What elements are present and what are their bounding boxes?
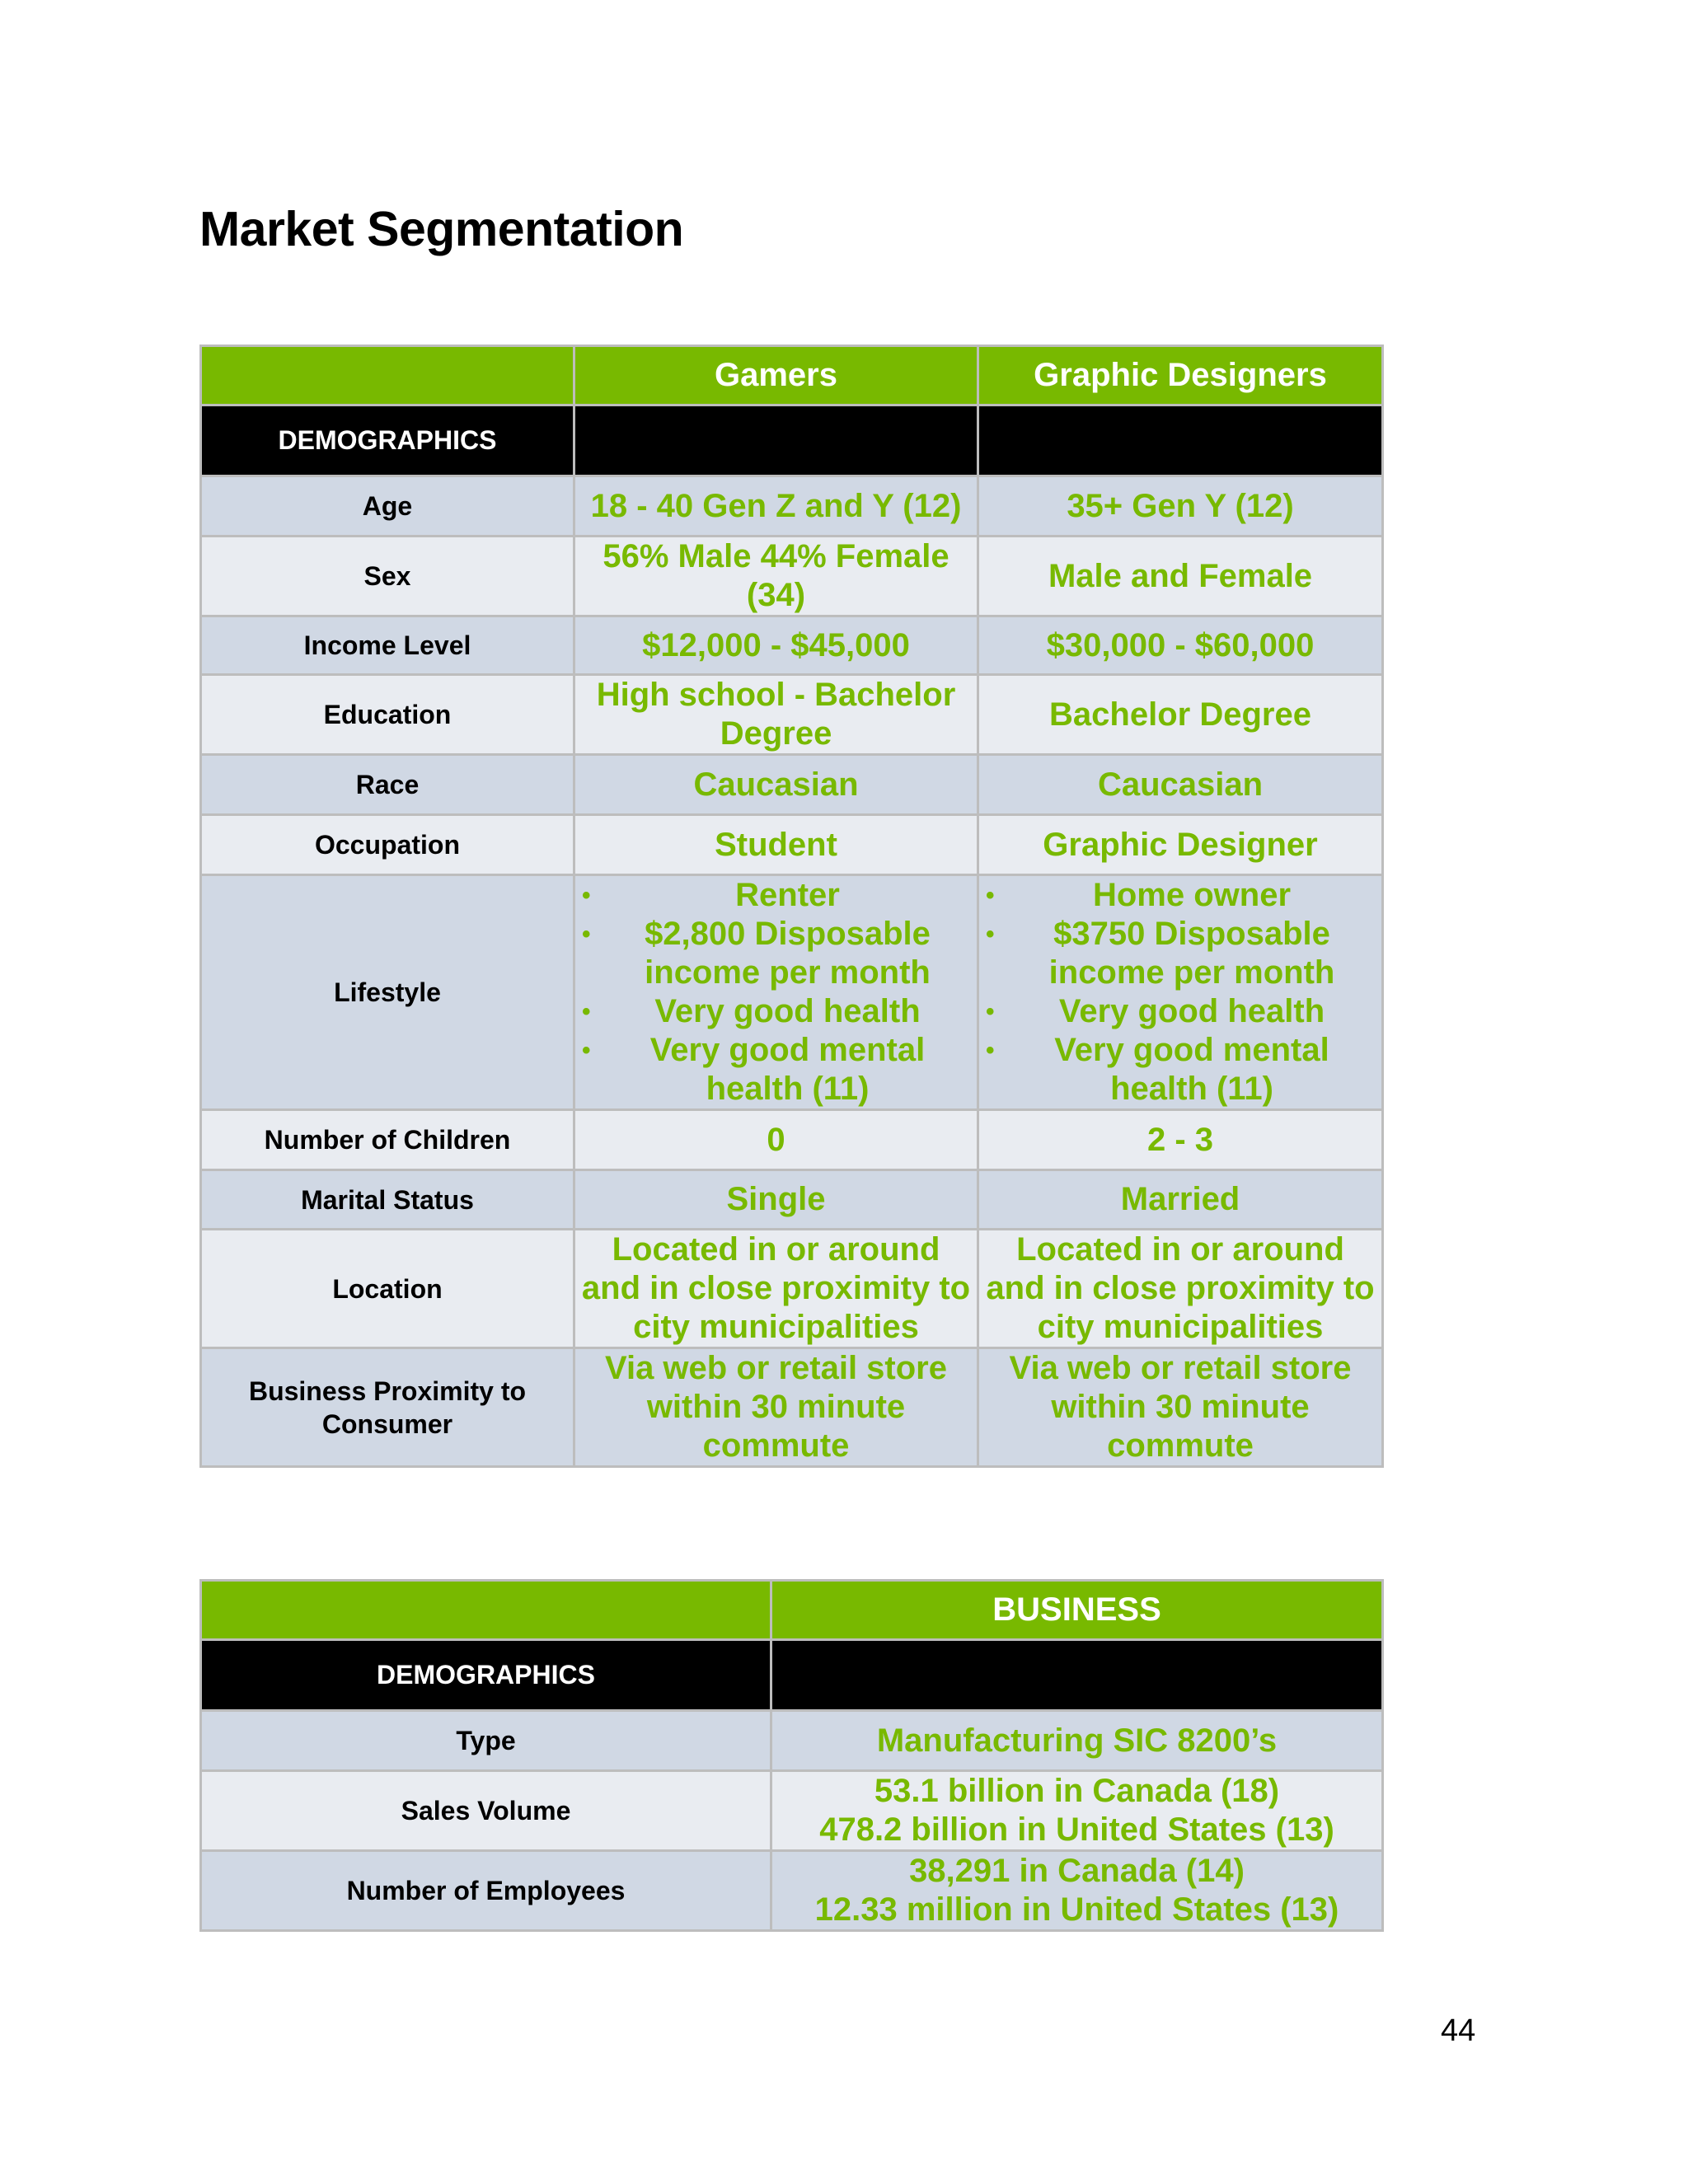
gamers-value: 0 <box>574 1110 978 1170</box>
table-row-race <box>201 755 1383 815</box>
designers-value: Located in or around and in close proximity to city municipalities <box>978 1230 1383 1348</box>
designers-value: $30,000 - $60,000 <box>978 616 1383 675</box>
gamers-value: 18 - 40 Gen Z and Y (12) <box>574 476 978 537</box>
page-number: 44 <box>1441 2013 1476 2048</box>
row-label: Sales Volume <box>201 1771 771 1851</box>
value-line: 478.2 billion in United States (13) <box>819 1811 1334 1848</box>
table-row-marital <box>201 1170 1383 1230</box>
table-header-row <box>201 346 1383 405</box>
table-row-children <box>201 1110 1383 1170</box>
header-gamers: Gamers <box>574 346 978 405</box>
gamers-value: 56% Male 44% Female (34) <box>574 537 978 616</box>
lifestyle-list <box>984 876 1376 1108</box>
row-label: Education <box>201 675 574 755</box>
designers-value: Bachelor Degree <box>978 675 1383 755</box>
lifestyle-list <box>580 876 972 1108</box>
section-empty-cell <box>574 405 978 476</box>
list-item: • Very good health <box>984 992 1376 1031</box>
designers-value: Male and Female <box>978 537 1383 616</box>
list-item: • $3750 Disposable income per month <box>984 915 1376 992</box>
table-header-row <box>201 1581 1383 1640</box>
row-label: Occupation <box>201 815 574 875</box>
row-label: Marital Status <box>201 1170 574 1230</box>
list-item: • $2,800 Disposable income per month <box>580 915 972 992</box>
gamers-value: Via web or retail store within 30 minute commute <box>574 1348 978 1467</box>
value-line: 38,291 in Canada (14) <box>909 1853 1245 1889</box>
section-row <box>201 1640 1383 1711</box>
designers-value: 35+ Gen Y (12) <box>978 476 1383 537</box>
gamers-value: Single <box>574 1170 978 1230</box>
gamers-lifestyle <box>574 875 978 1110</box>
designers-lifestyle <box>978 875 1383 1110</box>
row-label: Number of Employees <box>201 1851 771 1931</box>
section-empty-cell <box>771 1640 1383 1711</box>
table-row-sales-volume <box>201 1771 1383 1851</box>
header-empty-cell <box>201 1581 771 1640</box>
gamers-value: Student <box>574 815 978 875</box>
row-label: Age <box>201 476 574 537</box>
header-business: BUSINESS <box>771 1581 1383 1640</box>
list-item: • Home owner <box>984 876 1376 915</box>
gamers-value: Caucasian <box>574 755 978 815</box>
page-title: Market Segmentation <box>199 202 684 256</box>
table-row-type <box>201 1711 1383 1771</box>
table-row-age <box>201 476 1383 537</box>
section-label: DEMOGRAPHICS <box>201 1640 771 1711</box>
designers-value: 2 - 3 <box>978 1110 1383 1170</box>
designers-value: Married <box>978 1170 1383 1230</box>
row-label: Location <box>201 1230 574 1348</box>
header-empty-cell <box>201 346 574 405</box>
table-row-location <box>201 1230 1383 1348</box>
table-row-education <box>201 675 1383 755</box>
list-item: • Very good health <box>580 992 972 1031</box>
consumer-segmentation-table <box>199 344 1384 1468</box>
table-row-lifestyle <box>201 875 1383 1110</box>
table-row-income <box>201 616 1383 675</box>
gamers-value: High school - Bachelor Degree <box>574 675 978 755</box>
row-label: Race <box>201 755 574 815</box>
business-value: Manufacturing SIC 8200’s <box>771 1711 1383 1771</box>
value-line: 53.1 billion in Canada (18) <box>874 1773 1280 1809</box>
table-row-business-proximity <box>201 1348 1383 1467</box>
value-line: 12.33 million in United States (13) <box>814 1891 1339 1928</box>
row-label: Number of Children <box>201 1110 574 1170</box>
gamers-value: $12,000 - $45,000 <box>574 616 978 675</box>
designers-value: Caucasian <box>978 755 1383 815</box>
gamers-value: Located in or around and in close proximity to city municipalities <box>574 1230 978 1348</box>
business-value <box>771 1771 1383 1851</box>
row-label: Lifestyle <box>201 875 574 1110</box>
row-label: Business Proximity to Consumer <box>201 1348 574 1467</box>
business-value <box>771 1851 1383 1931</box>
list-item: • Very good mental health (11) <box>580 1031 972 1108</box>
row-label: Sex <box>201 537 574 616</box>
row-label: Type <box>201 1711 771 1771</box>
list-item: • Renter <box>580 876 972 915</box>
section-label: DEMOGRAPHICS <box>201 405 574 476</box>
designers-value: Via web or retail store within 30 minute commute <box>978 1348 1383 1467</box>
business-segmentation-table <box>199 1579 1384 1932</box>
list-item: • Very good mental health (11) <box>984 1031 1376 1108</box>
section-empty-cell <box>978 405 1383 476</box>
header-graphic-designers: Graphic Designers <box>978 346 1383 405</box>
designers-value: Graphic Designer <box>978 815 1383 875</box>
section-row <box>201 405 1383 476</box>
table-row-sex <box>201 537 1383 616</box>
row-label: Income Level <box>201 616 574 675</box>
table-row-occupation <box>201 815 1383 875</box>
table-row-employees <box>201 1851 1383 1931</box>
